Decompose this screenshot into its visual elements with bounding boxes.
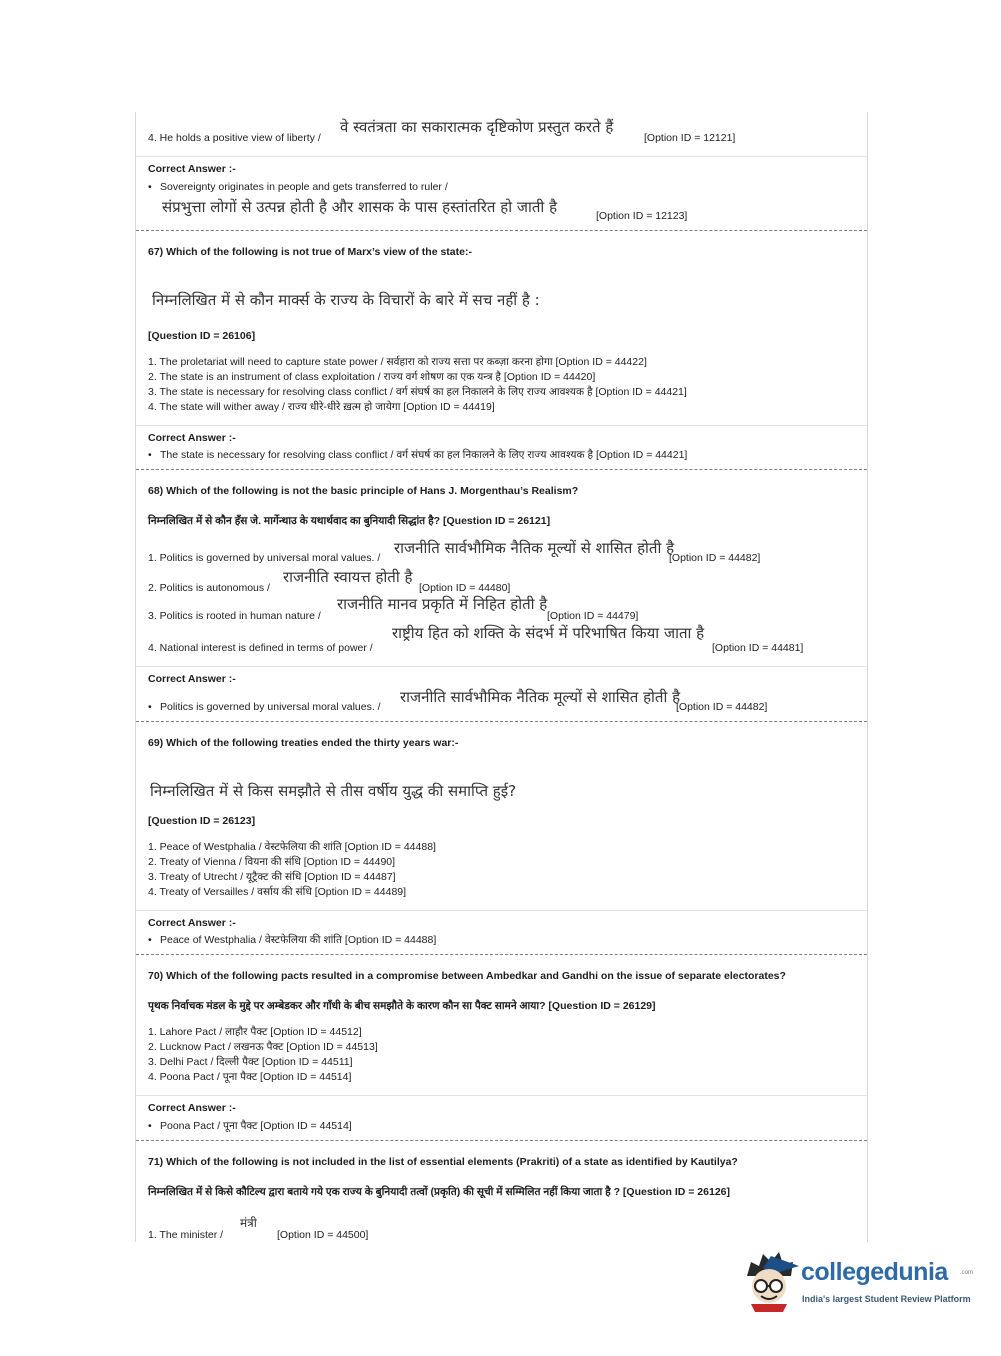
q66-answer-id: [Option ID = 12123] <box>596 210 688 222</box>
q68-answer-id: [Option ID = 44482] <box>676 701 768 713</box>
q67-question-id: [Question ID = 26106] <box>148 330 256 342</box>
correct-answer-label: Correct Answer :- <box>148 432 236 444</box>
q70-option-1: 1. Lahore Pact / लाहौर पैक्ट [Option ID = 44512] <box>148 1026 362 1038</box>
q71-title: 71) Which of the following is not included in the list of essential elements (Prakriti) of a state as identified by Kautilya? <box>148 1156 738 1168</box>
question-separator <box>136 469 867 470</box>
q68-option-2-hindi: राजनीति स्वायत्त होती है <box>283 568 413 586</box>
q69-option-2: 2. Treaty of Vienna / वियना की संधि [Option ID = 44490] <box>148 856 396 868</box>
q67-option-3: 3. The state is necessary for resolving class conflict / वर्ग संघर्ष का हल निकालने के लिए राज्य आवश्यक है [Option ID = 44421] <box>148 386 687 398</box>
collegedunia-logo <box>741 1250 974 1314</box>
divider <box>136 666 867 667</box>
q68-option-1-hindi: राजनीति सार्वभौमिक नैतिक मूल्यों से शासित होती है <box>394 539 675 557</box>
q69-answer: • Peace of Westphalia / वेस्टफेलिया की शांति [Option ID = 44488] <box>148 934 437 946</box>
q69-option-3: 3. Treaty of Utrecht / यूट्रैक्ट की संधि [Option ID = 44487] <box>148 871 396 883</box>
q70-title: 70) Which of the following pacts resulted in a compromise between Ambedkar and Gandhi on the issue of separate electorates? <box>148 970 786 982</box>
divider <box>136 910 867 911</box>
question-separator <box>136 1140 867 1141</box>
q69-question-id: [Question ID = 26123] <box>148 815 256 827</box>
q66-answer-english: • Sovereignty originates in people and gets transferred to ruler / <box>148 181 448 193</box>
q70-option-4: 4. Poona Pact / पूना पैक्ट [Option ID = 44514] <box>148 1071 352 1083</box>
q66-answer-hindi: संप्रभुत्ता लोगों से उत्पन्न होती है और शासक के पास हस्तांतरित हो जाती है <box>162 198 558 216</box>
q70-hindi-question-id: पृथक निर्वाचक मंडल के मुद्दे पर अम्बेडकर और गाँधी के बीच समझौते के कारण कौन सा पैक्ट सामने आया? [Question ID = 26129] <box>148 1000 656 1012</box>
q68-option-2-id: [Option ID = 44480] <box>419 582 511 594</box>
logo-tm: .com <box>960 1270 974 1276</box>
q68-option-4-id: [Option ID = 44481] <box>712 642 804 654</box>
mascot-icon <box>741 1250 799 1312</box>
q71-option-1-hindi: मंत्री <box>240 1216 257 1230</box>
q67-option-4: 4. The state will wither away / राज्य धीरे-धीरे ख़त्म हो जायेगा [Option ID = 44419] <box>148 401 495 413</box>
logo-wordmark: collegedunia <box>801 1258 948 1286</box>
correct-answer-label: Correct Answer :- <box>148 673 236 685</box>
q70-option-2: 2. Lucknow Pact / लखनऊ पैक्ट [Option ID = 44513] <box>148 1041 378 1053</box>
q66-option-4-english: 4. He holds a positive view of liberty / <box>148 132 321 144</box>
q68-answer-english: • Politics is governed by universal moral values. / <box>148 701 381 713</box>
q68-option-1-id: [Option ID = 44482] <box>669 552 761 564</box>
q68-option-1-english: 1. Politics is governed by universal moral values. / <box>148 552 381 564</box>
q68-option-3-id: [Option ID = 44479] <box>547 610 639 622</box>
q68-option-4-english: 4. National interest is defined in terms of power / <box>148 642 373 654</box>
correct-answer-label: Correct Answer :- <box>148 917 236 929</box>
q68-option-3-hindi: राजनीति मानव प्रकृति में निहित होती है <box>337 595 548 613</box>
correct-answer-label: Correct Answer :- <box>148 163 236 175</box>
q67-hindi: निम्नलिखित में से कौन मार्क्स के राज्य के विचारों के बारे में सच नहीं है : <box>152 291 540 309</box>
q68-title: 68) Which of the following is not the basic principle of Hans J. Morgenthau’s Realism? <box>148 485 579 497</box>
question-separator <box>136 954 867 955</box>
question-separator <box>136 230 867 231</box>
q66-option-4-id: [Option ID = 12121] <box>644 132 736 144</box>
q67-option-1: 1. The proletariat will need to capture state power / सर्वहारा को राज्य सत्ता पर कब्ज़ा करना होगा [Option ID = 44422] <box>148 356 647 368</box>
q69-hindi: निम्नलिखित में से किस समझौते से तीस वर्षीय युद्ध की समाप्ति हुई? <box>150 782 517 800</box>
q69-title: 69) Which of the following treaties ended the thirty years war:- <box>148 737 459 749</box>
q71-hindi-question-id: निम्नलिखित में से किसे कौटिल्य द्वारा बताये गये एक राज्य के बुनियादी तत्वों (प्रकृति) की सूची में सम्मिलित नहीं किया जाता है ? [Question ID = 26126] <box>148 1186 730 1198</box>
q71-option-1-id: [Option ID = 44500] <box>277 1229 369 1241</box>
q70-answer: • Poona Pact / पूना पैक्ट [Option ID = 44514] <box>148 1120 352 1132</box>
divider <box>136 1095 867 1096</box>
q68-hindi-question-id: निम्नलिखित में से कौन हँस जे. मार्गेन्थाउ के यथार्थवाद का बुनियादी सिद्धांत है? [Question ID = 26121] <box>148 515 551 527</box>
q68-answer-hindi: राजनीति सार्वभौमिक नैतिक मूल्यों से शासित होती है <box>400 688 681 706</box>
question-separator <box>136 721 867 722</box>
q69-option-1: 1. Peace of Westphalia / वेस्टफेलिया की शांति [Option ID = 44488] <box>148 841 436 853</box>
q68-option-2-english: 2. Politics is autonomous / <box>148 582 270 594</box>
q67-option-2: 2. The state is an instrument of class exploitation / राज्य वर्ग शोषण का एक यन्त्र है [Option ID = 44420] <box>148 371 596 383</box>
q68-option-4-hindi: राष्ट्रीय हित को शक्ति के संदर्भ में परिभाषित किया जाता है <box>392 624 705 642</box>
q70-option-3: 3. Delhi Pact / दिल्ली पैक्ट [Option ID = 44511] <box>148 1056 353 1068</box>
q66-option-4-hindi: वे स्वतंत्रता का सकारात्मक दृष्टिकोण प्रस्तुत करते हैं <box>340 118 614 136</box>
q71-option-1-english: 1. The minister / <box>148 1229 224 1241</box>
q68-option-3-english: 3. Politics is rooted in human nature / <box>148 610 321 622</box>
divider <box>136 156 867 157</box>
q69-option-4: 4. Treaty of Versailles / वर्साय की संधि [Option ID = 44489] <box>148 886 407 898</box>
q67-answer: • The state is necessary for resolving class conflict / वर्ग संघर्ष का हल निकालने के लिए राज्य आवश्यक है [Option ID = 44421] <box>148 449 688 461</box>
logo-tagline: India's largest Student Review Platform <box>802 1294 971 1304</box>
correct-answer-label: Correct Answer :- <box>148 1102 236 1114</box>
divider <box>136 425 867 426</box>
q67-title: 67) Which of the following is not true of Marx’s view of the state:- <box>148 246 472 258</box>
exam-page <box>135 112 868 1242</box>
